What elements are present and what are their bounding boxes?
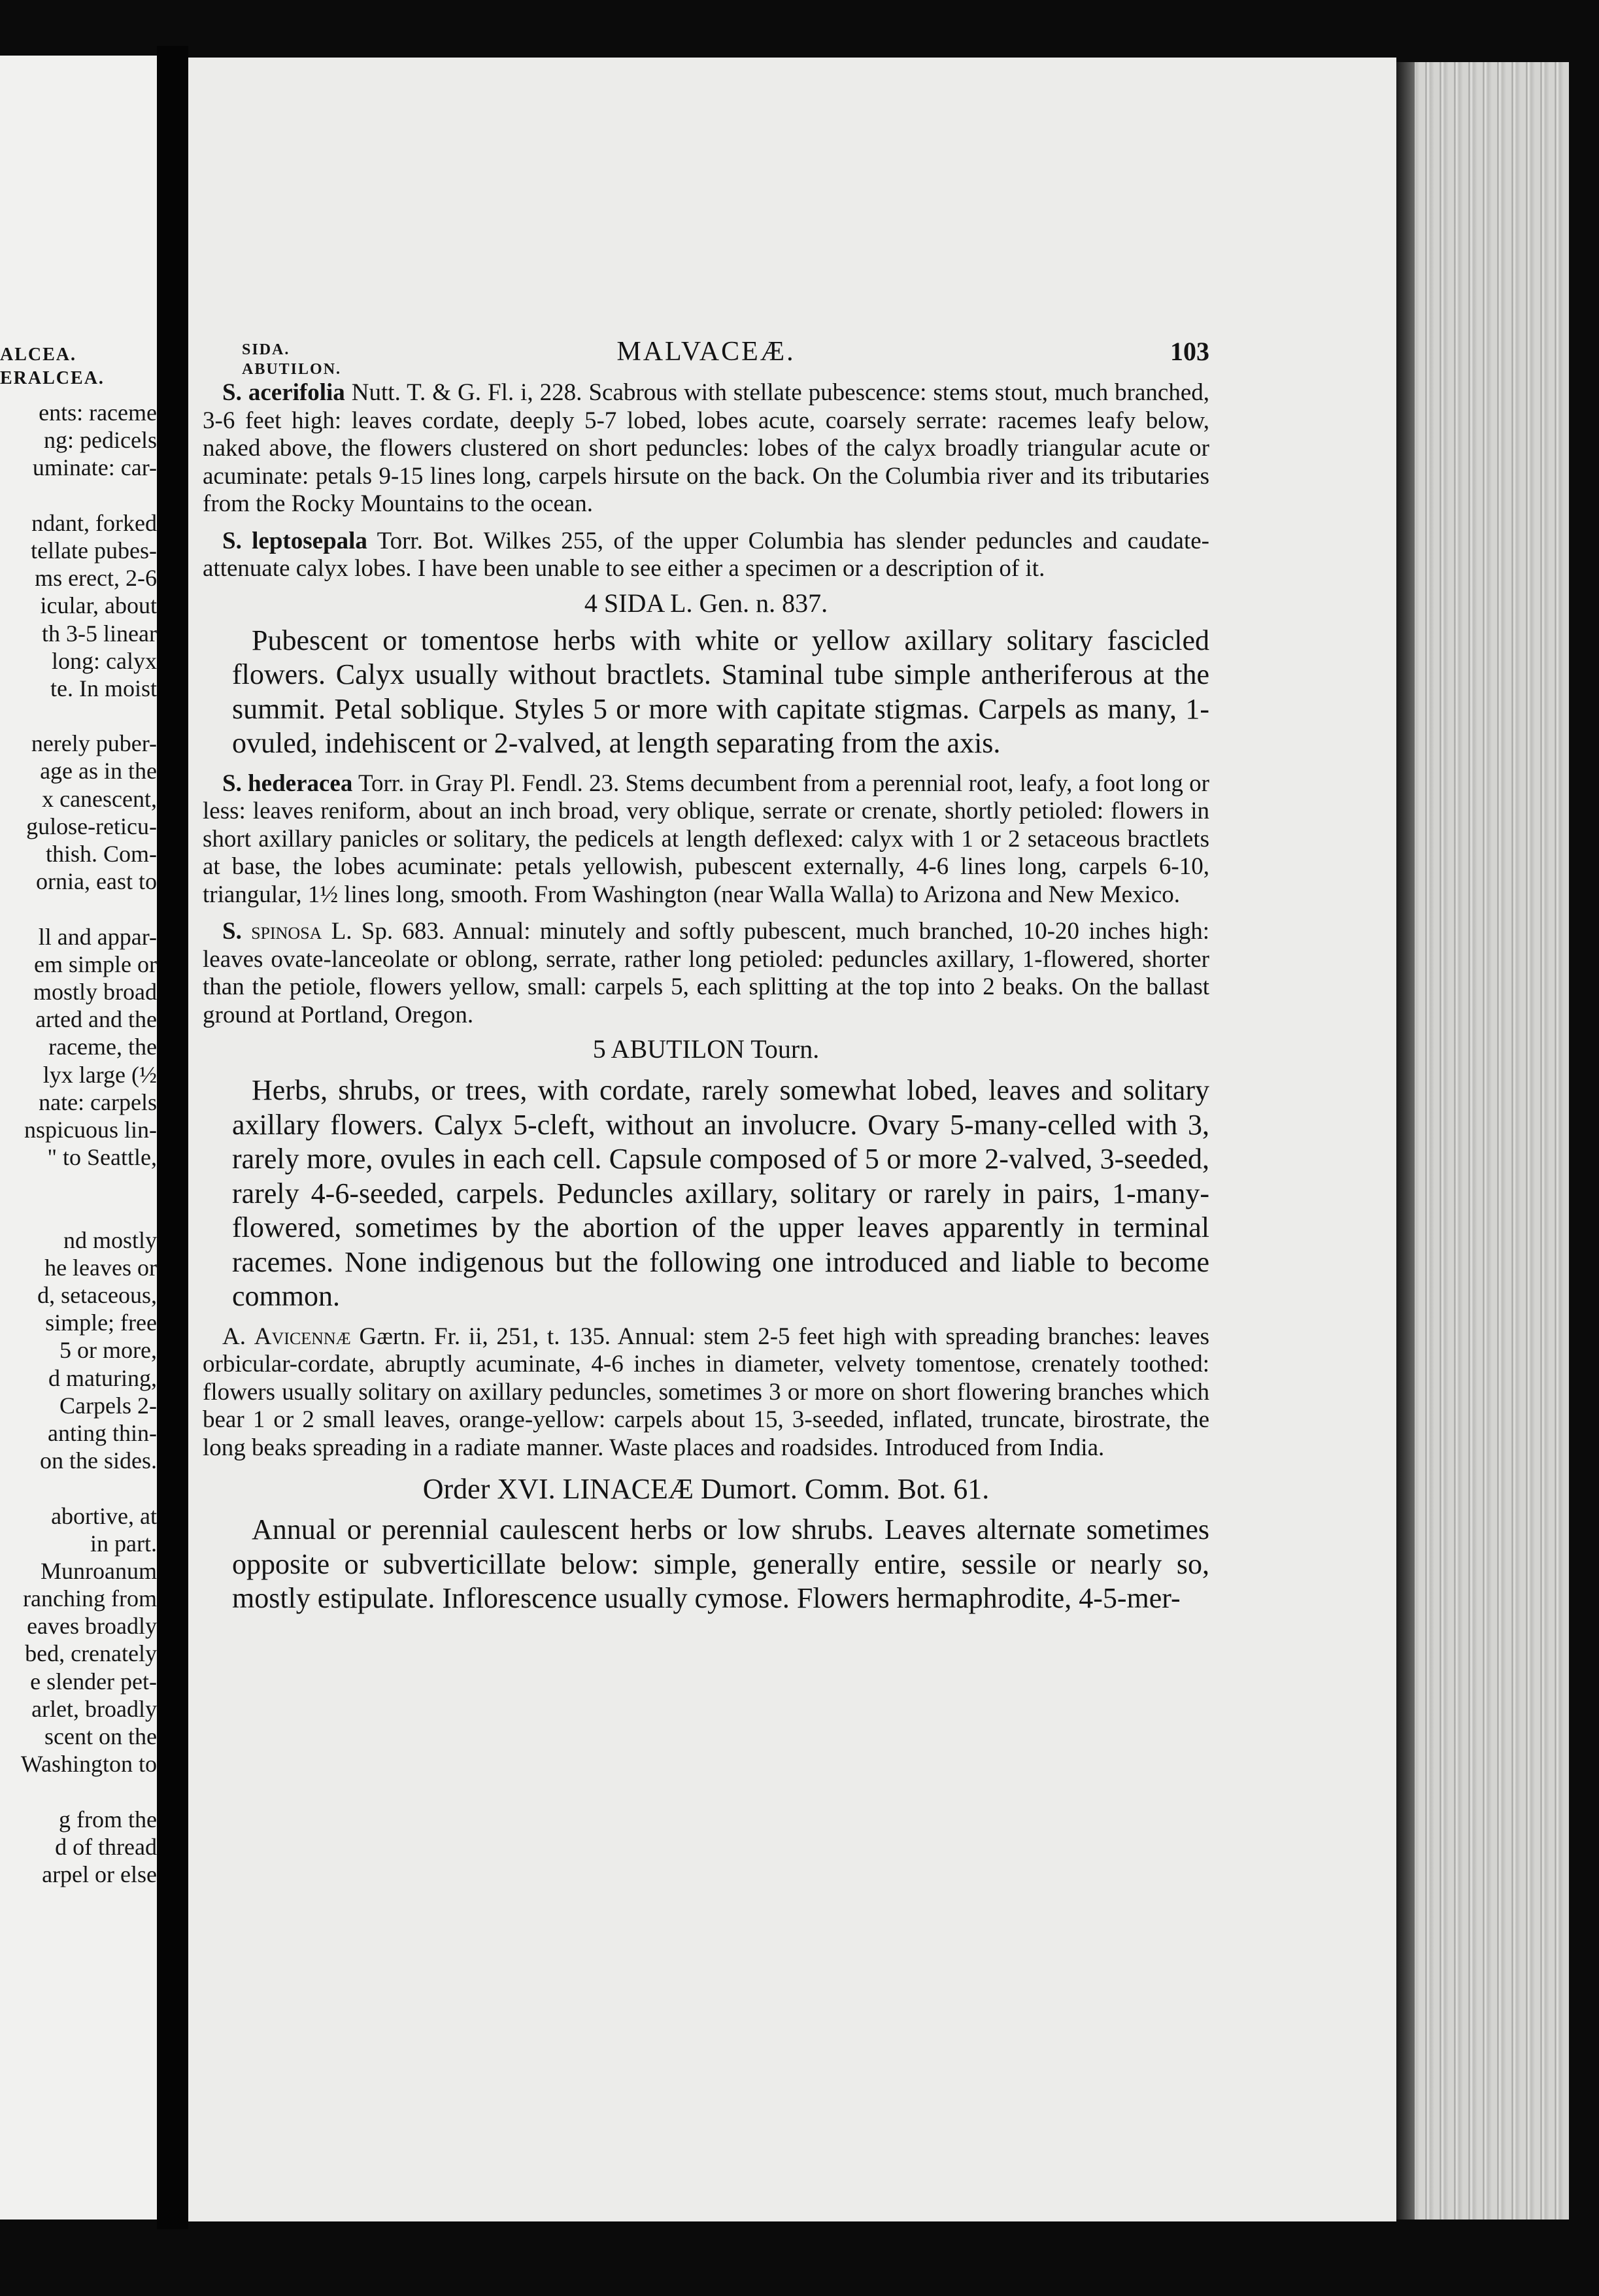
facing-page-line: d maturing,	[48, 1364, 157, 1391]
species-abbr: S.	[222, 379, 242, 406]
facing-page-line: 5 or more,	[59, 1337, 157, 1364]
book-gutter	[157, 46, 188, 2229]
facing-page-line: Carpels 2-	[59, 1392, 157, 1419]
species-text: Torr. in Gray Pl. Fendl. 23. Stems decumbent from a perennial root, leafy, a foot long or less: leaves reniform, about an inch broad, very oblique, serrate or crenate, shortly petioled: flowers in short axillary panicles or solitary, the pedicels at length deflexed: calyx with 1 or 2 setaceous bractlets at base, the lobes acuminate: petals yellowish, pubescent externally, 4-6 lines long, carpels 6-10, triangular, 1½ lines long, smooth. From Washington (near Walla Walla) to Arizona and New Mexico.	[203, 769, 1209, 908]
facing-page-line: ornia, east to	[36, 868, 157, 895]
facing-page-line: tellate pubes-	[31, 537, 157, 564]
species-entry-spinosa	[203, 918, 1209, 1029]
species-abbr: S.	[222, 769, 242, 797]
species-name: acerifolia	[248, 379, 345, 406]
facing-page-line: d of thread	[55, 1833, 157, 1860]
facing-page-line: " to Seattle,	[47, 1144, 157, 1171]
facing-page-line: in part.	[90, 1530, 157, 1557]
species-name: Avicennæ	[254, 1323, 351, 1350]
species-abbr: S.	[222, 527, 242, 554]
species-name: hederacea	[248, 769, 353, 797]
facing-page-line: lyx large (½	[42, 1061, 157, 1088]
facing-page-line: ranching from	[23, 1585, 157, 1612]
facing-page-line: icular, about	[40, 592, 157, 619]
facing-header-line: ERALCEA.	[0, 368, 105, 388]
facing-page-line: nate: carpels	[39, 1089, 157, 1115]
genus-description-sida: Pubescent or tomentose herbs with white or yellow axillary solitary fascicled flowers. Calyx usually without bractlets. Staminal tube simple antheriferous at the summit. Petal soblique. Styles 5 or more with capitate stigmas. Carpels as many, 1-ovuled, indehiscent or 2-valved, at length separating from the axis.	[232, 624, 1209, 759]
genus-description-abutilon: Herbs, shrubs, or trees, with cordate, rarely somewhat lobed, leaves and solitary axillary flowers. Calyx 5-cleft, without an involucre. Ovary 5-many-celled with 3, rarely more, ovules in each cell. Capsule composed of 5 or more 2-valved, 3-seeded, rarely 4-6-seeded, carpels. Peduncles axillary, solitary or rarely in pairs, 1-many-flowered, sometimes by the abortion of the upper leaves apparently in terminal racemes. None indigenous but the following one introduced and liable to become common.	[232, 1074, 1209, 1312]
facing-page-line: arted and the	[35, 1006, 157, 1033]
facing-page-line: raceme, the	[48, 1034, 157, 1060]
page-edge-shadow	[1396, 62, 1415, 2220]
facing-page-line: g from the	[59, 1806, 157, 1832]
facing-page-line: uminate: car-	[32, 454, 157, 481]
facing-page-line: thish. Com-	[45, 841, 157, 867]
facing-page-line: th 3-5 linear	[42, 620, 157, 647]
facing-page-line: he leaves or	[44, 1254, 157, 1281]
running-head-genus-top: SIDA.	[242, 341, 290, 358]
facing-page-line: x canescent,	[42, 785, 157, 812]
facing-page-line: age as in the	[40, 758, 157, 785]
page-edges	[1405, 62, 1569, 2220]
species-text: L. Sp. 683. Annual: minutely and softly pubescent, much branched, 10-20 inches high: leaves ovate-lanceolate or oblong, serrate, rather long petioled: peduncles axillary, 1-flowered, shorter than the petiole, flowers yellow, small: carpels 5, each splitting at the top into 2 beaks. On the ballast ground at Portland, Oregon.	[203, 918, 1210, 1028]
facing-page-line: d, setaceous,	[37, 1282, 157, 1308]
facing-page-line: ndant, forked	[31, 509, 157, 536]
facing-page-line	[3, 702, 157, 730]
facing-page-line	[3, 482, 157, 509]
facing-header-line: ALCEA.	[0, 345, 77, 365]
page-content	[203, 327, 1209, 1616]
facing-page-line: eaves broadly	[27, 1613, 157, 1640]
family-description-linaceae: Annual or perennial caulescent herbs or low shrubs. Leaves alternate sometimes opposite or subverticillate below: simple, generally entire, sessile or nearly so, mostly estipulate. Inflorescence usually cymose. Flowers hermaphrodite, 4-5-mer-	[232, 1513, 1209, 1614]
facing-page-line	[3, 1171, 157, 1198]
facing-page-line: nspicuous lin-	[24, 1116, 157, 1143]
species-name: leptosepala	[252, 527, 367, 554]
facing-page-line: Washington to	[20, 1751, 157, 1778]
facing-page-line: arlet, broadly	[31, 1695, 157, 1722]
species-entry-leptosepala	[203, 528, 1209, 583]
facing-page-line: bed, crenately	[25, 1640, 157, 1667]
facing-page-line: simple; free	[45, 1309, 157, 1336]
species-name: spinosa	[251, 918, 322, 945]
facing-page-line: abortive, at	[51, 1502, 157, 1529]
species-text: Nutt. T. & G. Fl. i, 228. Scabrous with stellate pubescence: stems stout, much branched, 3-6 feet high: leaves cordate, deeply 5-7 lobed, lobes acute, coarsely serrate: racemes leafy below, naked above, the flowers clustered on short peduncles: lobes of the calyx broadly triangular acute or acuminate: petals 9-15 lines long, carpels hirsute on the back. On the Columbia river and its tributaries from the Rocky Mountains to the ocean.	[203, 379, 1210, 517]
facing-page-line: ms erect, 2-6	[35, 565, 157, 592]
genus-heading-sida: 4 SIDA L. Gen. n. 837.	[584, 588, 828, 618]
facing-page-line: anting thin-	[48, 1419, 157, 1446]
facing-page-line	[3, 895, 157, 922]
facing-page-line: on the sides.	[40, 1447, 157, 1474]
genus-heading-abutilon: 5 ABUTILON Tourn.	[592, 1034, 820, 1064]
species-text: Torr. Bot. Wilkes 255, of the upper Columbia has slender peduncles and caudate-attenuate calyx lobes. I have been unable to see either a specimen or a description of it.	[203, 527, 1209, 582]
facing-page-line: nerely puber-	[31, 730, 157, 757]
species-entry-hederacea	[203, 770, 1209, 909]
facing-page-line	[3, 1474, 157, 1502]
facing-page-line: mostly broad	[33, 978, 157, 1005]
facing-page-line: ll and appar-	[38, 923, 157, 950]
facing-page-line: long: calyx	[52, 647, 157, 674]
running-head	[203, 327, 1209, 379]
order-heading-linaceae: Order XVI. LINACEÆ Dumort. Comm. Bot. 61.	[422, 1473, 990, 1505]
page-number: 103	[1170, 337, 1209, 366]
facing-page-line: gulose-reticu-	[26, 813, 157, 839]
running-head-family: MALVACEÆ.	[616, 337, 796, 367]
facing-page-line	[3, 1198, 157, 1226]
facing-page-line: e slender pet-	[30, 1668, 157, 1695]
facing-page-line: arpel or else	[42, 1861, 157, 1887]
facing-page-line: em simple or	[34, 951, 157, 977]
facing-page	[0, 56, 157, 2220]
facing-page-line: Munroanum	[41, 1557, 157, 1584]
facing-page-line: scent on the	[44, 1723, 157, 1749]
facing-page-line	[3, 1778, 157, 1805]
species-entry-avicennae	[203, 1323, 1209, 1462]
running-head-genus-bottom: ABUTILON.	[242, 361, 342, 378]
species-abbr: A.	[222, 1323, 246, 1350]
facing-page-line: nd mostly	[63, 1226, 157, 1253]
facing-page-running-head	[0, 343, 157, 390]
facing-page-line: ents: raceme	[39, 399, 157, 426]
species-abbr: S.	[222, 918, 242, 945]
species-text: Gærtn. Fr. ii, 251, t. 135. Annual: stem 2-5 feet high with spreading branches: leaves orbicular-cordate, abruptly acuminate, 4-6 inches in diameter, velvety tomentose, crenately toothed: flowers usually solitary on axillary peduncles, sometimes 3 or more on short flowering branches which bear 1 or 2 small leaves, orange-yellow: carpels about 15, 3-seeded, inflated, truncate, birostrate, the long beaks spreading in a radiate manner. Waste places and roadsides. Introduced from India.	[203, 1323, 1210, 1461]
facing-page-line: ng: pedicels	[44, 427, 157, 454]
facing-page-line: te. In moist	[50, 675, 157, 701]
facing-page-text	[3, 399, 157, 1888]
species-entry-acerifolia	[203, 379, 1209, 518]
